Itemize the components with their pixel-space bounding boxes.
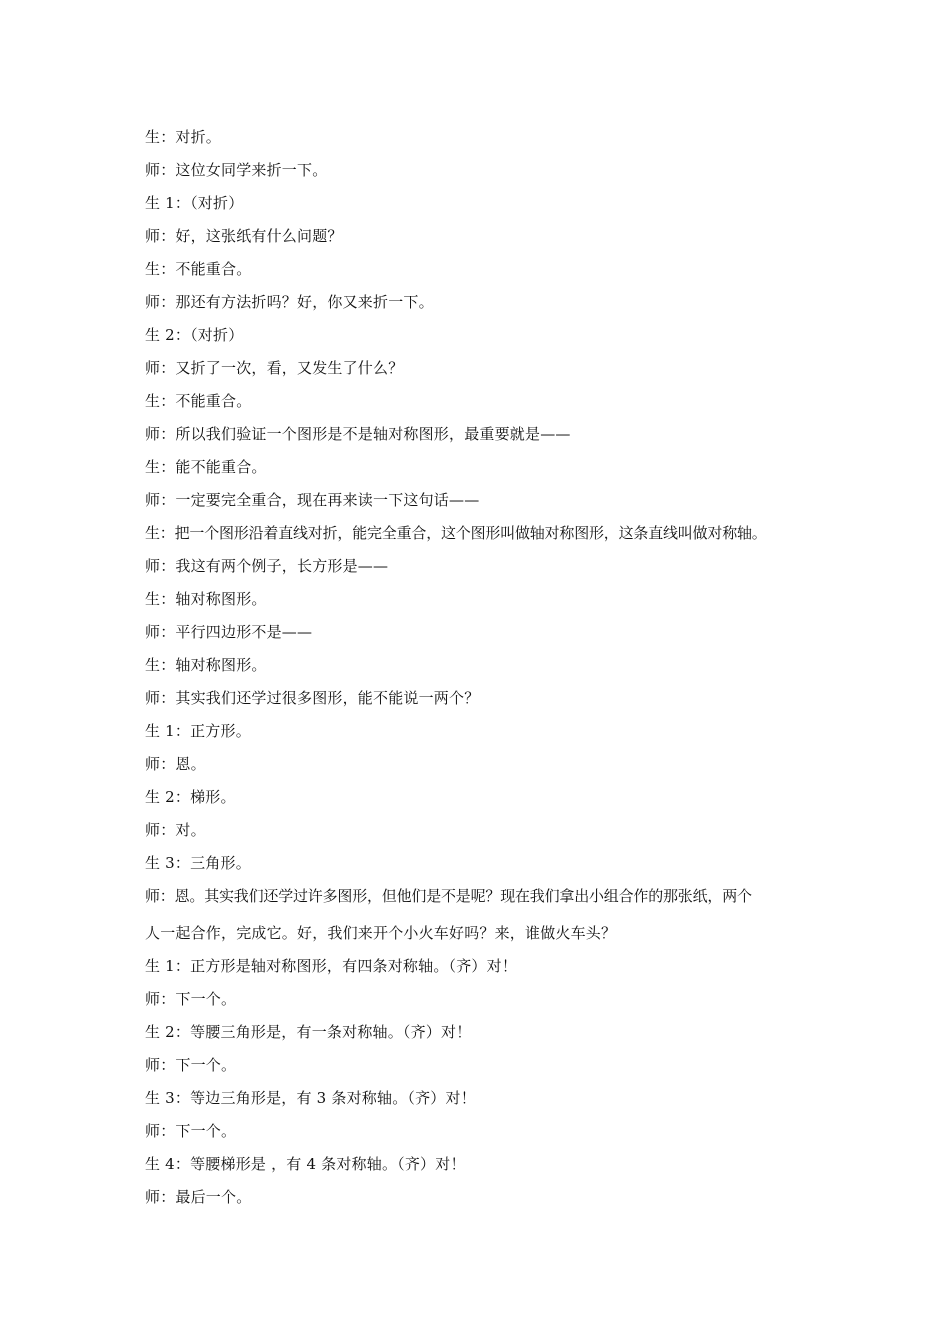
transcript-line: 生：对折。 bbox=[145, 128, 222, 146]
transcript-line: 生：轴对称图形。 bbox=[145, 590, 267, 608]
transcript-line: 生 3：三角形。 bbox=[145, 854, 251, 872]
transcript-line: 师：一定要完全重合，现在再来读一下这句话—— bbox=[145, 491, 480, 509]
transcript-line: 师：下一个。 bbox=[145, 1122, 237, 1140]
transcript-line: 生：不能重合。 bbox=[145, 260, 252, 278]
transcript-line: 师：那还有方法折吗？好，你又来折一下。 bbox=[145, 293, 434, 311]
transcript-line: 师：又折了一次，看，又发生了什么？ bbox=[145, 359, 404, 377]
transcript-line: 师：平行四边形不是—— bbox=[145, 623, 313, 641]
transcript-line: 人一起合作，完成它。好，我们来开个小火车好吗？来，谁做火车头？ bbox=[145, 924, 617, 942]
transcript-line: 生：不能重合。 bbox=[145, 392, 252, 410]
transcript-line: 生：能不能重合。 bbox=[145, 458, 267, 476]
transcript-line: 师：恩。 bbox=[145, 755, 206, 773]
transcript-line: 生：轴对称图形。 bbox=[145, 656, 267, 674]
transcript-line: 师：其实我们还学过很多图形，能不能说一两个？ bbox=[145, 689, 480, 707]
transcript-line: 师：我这有两个例子，长方形是—— bbox=[145, 557, 389, 575]
transcript-line: 生 1：正方形是轴对称图形，有四条对称轴。（齐）对！ bbox=[145, 957, 518, 975]
transcript-line: 师：下一个。 bbox=[145, 990, 237, 1008]
transcript-line: 师：对。 bbox=[145, 821, 206, 839]
transcript-line: 生 1：正方形。 bbox=[145, 722, 251, 740]
transcript-body bbox=[145, 124, 825, 1217]
transcript-line: 生 1：（对折） bbox=[145, 194, 244, 212]
transcript-line: 生 2：等腰三角形是，有一条对称轴。（齐）对！ bbox=[145, 1023, 472, 1041]
transcript-line: 生 2：梯形。 bbox=[145, 788, 236, 806]
transcript-line: 生 2：（对折） bbox=[145, 326, 244, 344]
transcript-line: 生 3：等边三角形是，有 3 条对称轴。（齐）对！ bbox=[145, 1089, 476, 1107]
transcript-line: 师：最后一个。 bbox=[145, 1188, 252, 1206]
transcript-line: 师：所以我们验证一个图形是不是轴对称图形，最重要就是—— bbox=[145, 425, 571, 443]
transcript-line: 师：恩。其实我们还学过许多图形，但他们是不是呢？现在我们拿出小组合作的那张纸，两个 bbox=[145, 887, 752, 905]
transcript-line: 师：这位女同学来折一下。 bbox=[145, 161, 328, 179]
transcript-line: 师：下一个。 bbox=[145, 1056, 237, 1074]
transcript-line: 生：把一个图形沿着直线对折，能完全重合，这个图形叫做轴对称图形，这条直线叫做对称轴。 bbox=[145, 524, 767, 542]
transcript-line: 生 4：等腰梯形是 ，有 4 条对称轴。（齐）对！ bbox=[145, 1155, 466, 1173]
transcript-line: 师：好，这张纸有什么问题？ bbox=[145, 227, 343, 245]
